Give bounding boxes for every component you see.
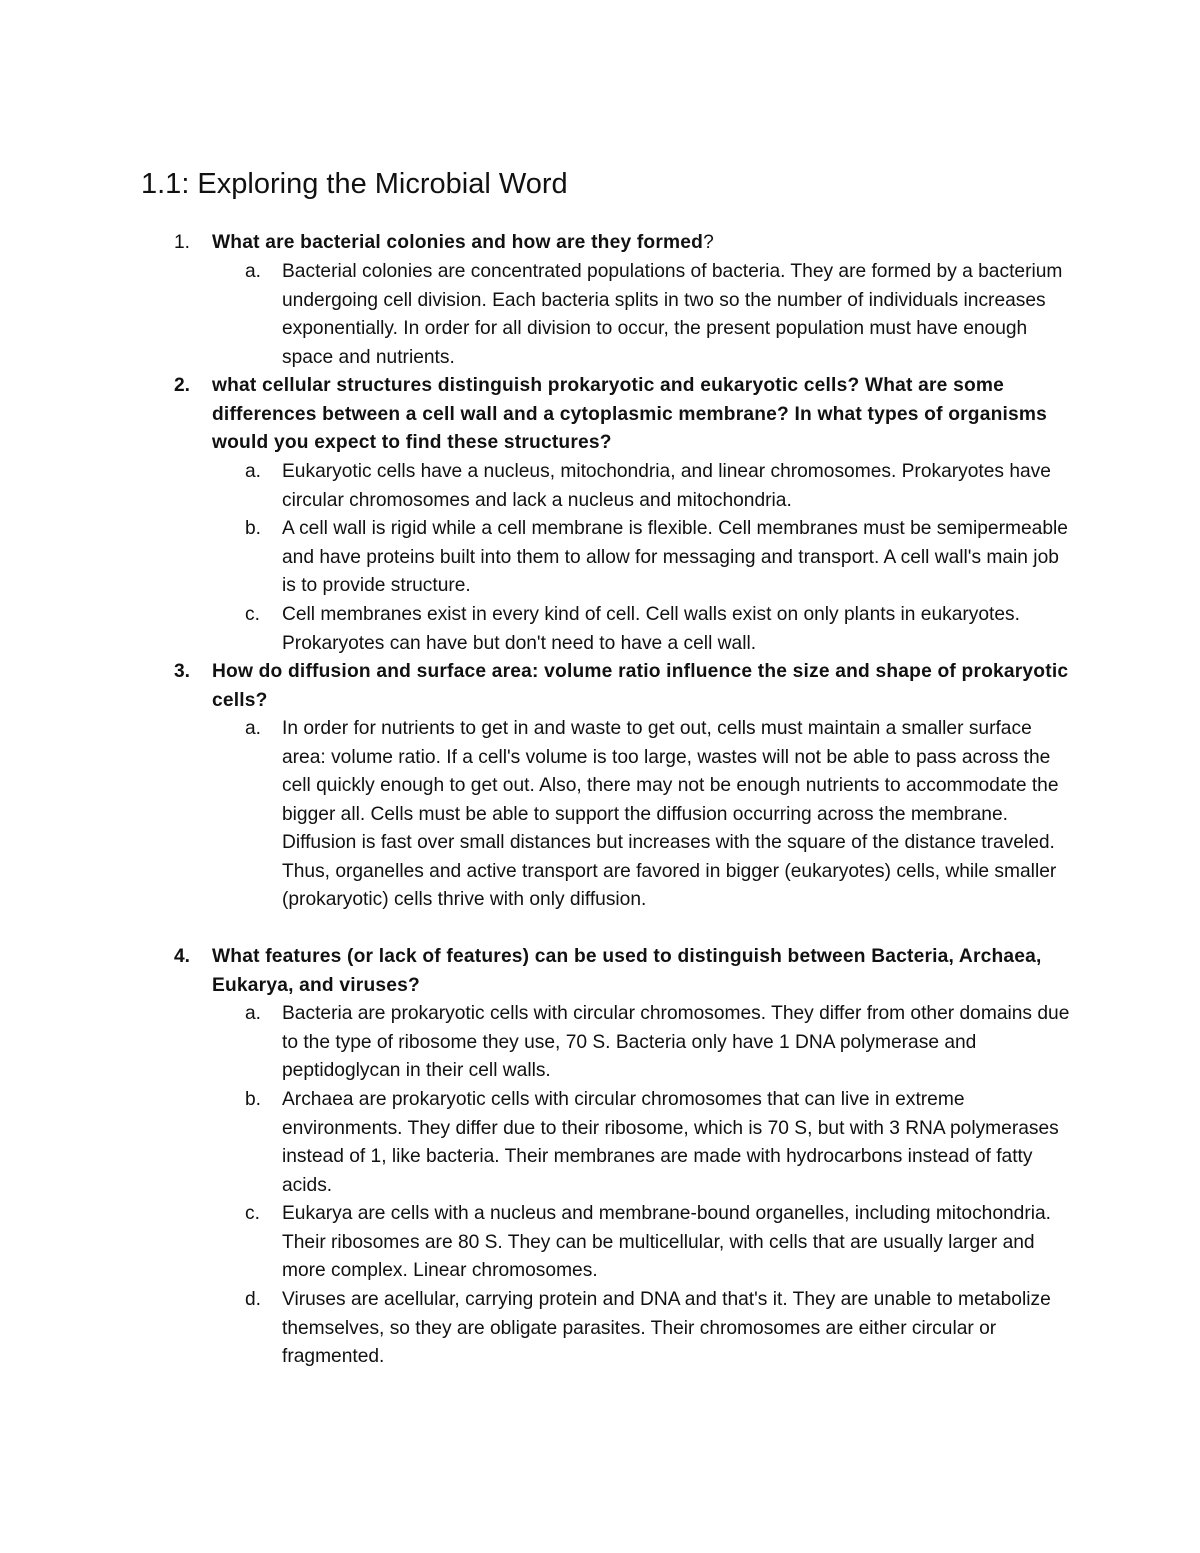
page-title: 1.1: Exploring the Microbial Word: [141, 168, 568, 200]
answer-letter: d.: [245, 1289, 262, 1310]
question-text: What features (or lack of features) can be used to distinguish between Bacteria, Archaea, Eukarya, and viruses?: [212, 946, 1042, 996]
question-number: 1.: [174, 232, 191, 253]
answer-text: Archaea are prokaryotic cells with circular chromosomes that can live in extreme environments. They differ due to their ribosome, which is 70 S, but with 3 RNA polymerases instead of 1, like bacteria. Their membranes are made with hydrocarbons instead of fatty acids.: [282, 1089, 1059, 1196]
answer-text: Eukarya are cells with a nucleus and membrane-bound organelles, including mitochondria. Their ribosomes are 80 S. They can be multicellular, with cells that are usually larger and more complex. Linear chromosomes.: [282, 1203, 1051, 1281]
answer-text: Cell membranes exist in every kind of cell. Cell walls exist on only plants in eukaryotes. Prokaryotes can have but don't need to have a cell wall.: [282, 604, 1020, 654]
question-text: what cellular structures distinguish prokaryotic and eukaryotic cells? What are some differences between a cell wall and a cytoplasmic membrane? In what types of organisms would you expect to find these structures?: [212, 375, 1048, 453]
question-number: 2.: [174, 375, 191, 396]
question-text: [212, 229, 1082, 258]
answer-letter: c.: [245, 604, 260, 625]
answer-text: Bacterial colonies are concentrated populations of bacteria. They are formed by a bacterium undergoing cell division. Each bacteria splits in two so the number of individuals increases exponentially. In order for all division to occur, the present population must have enough space and nutrients.: [282, 261, 1063, 368]
answer-letter: b.: [245, 518, 262, 539]
answer-text: In order for nutrients to get in and waste to get out, cells must maintain a smaller surface area: volume ratio. If a cell's volume is too large, wastes will not be able to pass across the cell quickly enough to get out. Also, there may not be enough nutrients to accommodate the bigger all. Cells must be able to support the diffusion occurring across the membrane. Diffusion is fast over small distances but increases with the square of the distance traveled. Thus, organelles and active transport are favored in bigger (eukaryotes) cells, while smaller (prokaryotic) cells thrive with only diffusion.: [282, 718, 1059, 910]
question-suffix: ?: [703, 232, 714, 253]
answer-text: Eukaryotic cells have a nucleus, mitochondria, and linear chromosomes. Prokaryotes have circular chromosomes and lack a nucleus and mitochondria.: [282, 461, 1051, 511]
answer-letter: a.: [245, 461, 262, 482]
question-number: 4.: [174, 946, 191, 967]
answer-text: Viruses are acellular, carrying protein and DNA and that's it. They are unable to metabolize themselves, so they are obligate parasites. Their chromosomes are either circular or fragmented.: [282, 1289, 1051, 1367]
question-number: 3.: [174, 661, 191, 682]
answer-letter: a.: [245, 718, 262, 739]
answer-letter: c.: [245, 1203, 260, 1224]
answer-text: A cell wall is rigid while a cell membrane is flexible. Cell membranes must be semipermeable and have proteins built into them to allow for messaging and transport. A cell wall's main job is to provide structure.: [282, 518, 1068, 596]
question-text: How do diffusion and surface area: volume ratio influence the size and shape of prokaryotic cells?: [212, 661, 1069, 711]
question-text-body: What are bacterial colonies and how are they formed: [212, 232, 704, 253]
answer-letter: a.: [245, 1003, 262, 1024]
answer-letter: b.: [245, 1089, 262, 1110]
answer-text: Bacteria are prokaryotic cells with circular chromosomes. They differ from other domains due to the type of ribosome they use, 70 S. Bacteria only have 1 DNA polymerase and peptidoglycan in their cell walls.: [282, 1003, 1070, 1081]
answer-letter: a.: [245, 261, 262, 282]
